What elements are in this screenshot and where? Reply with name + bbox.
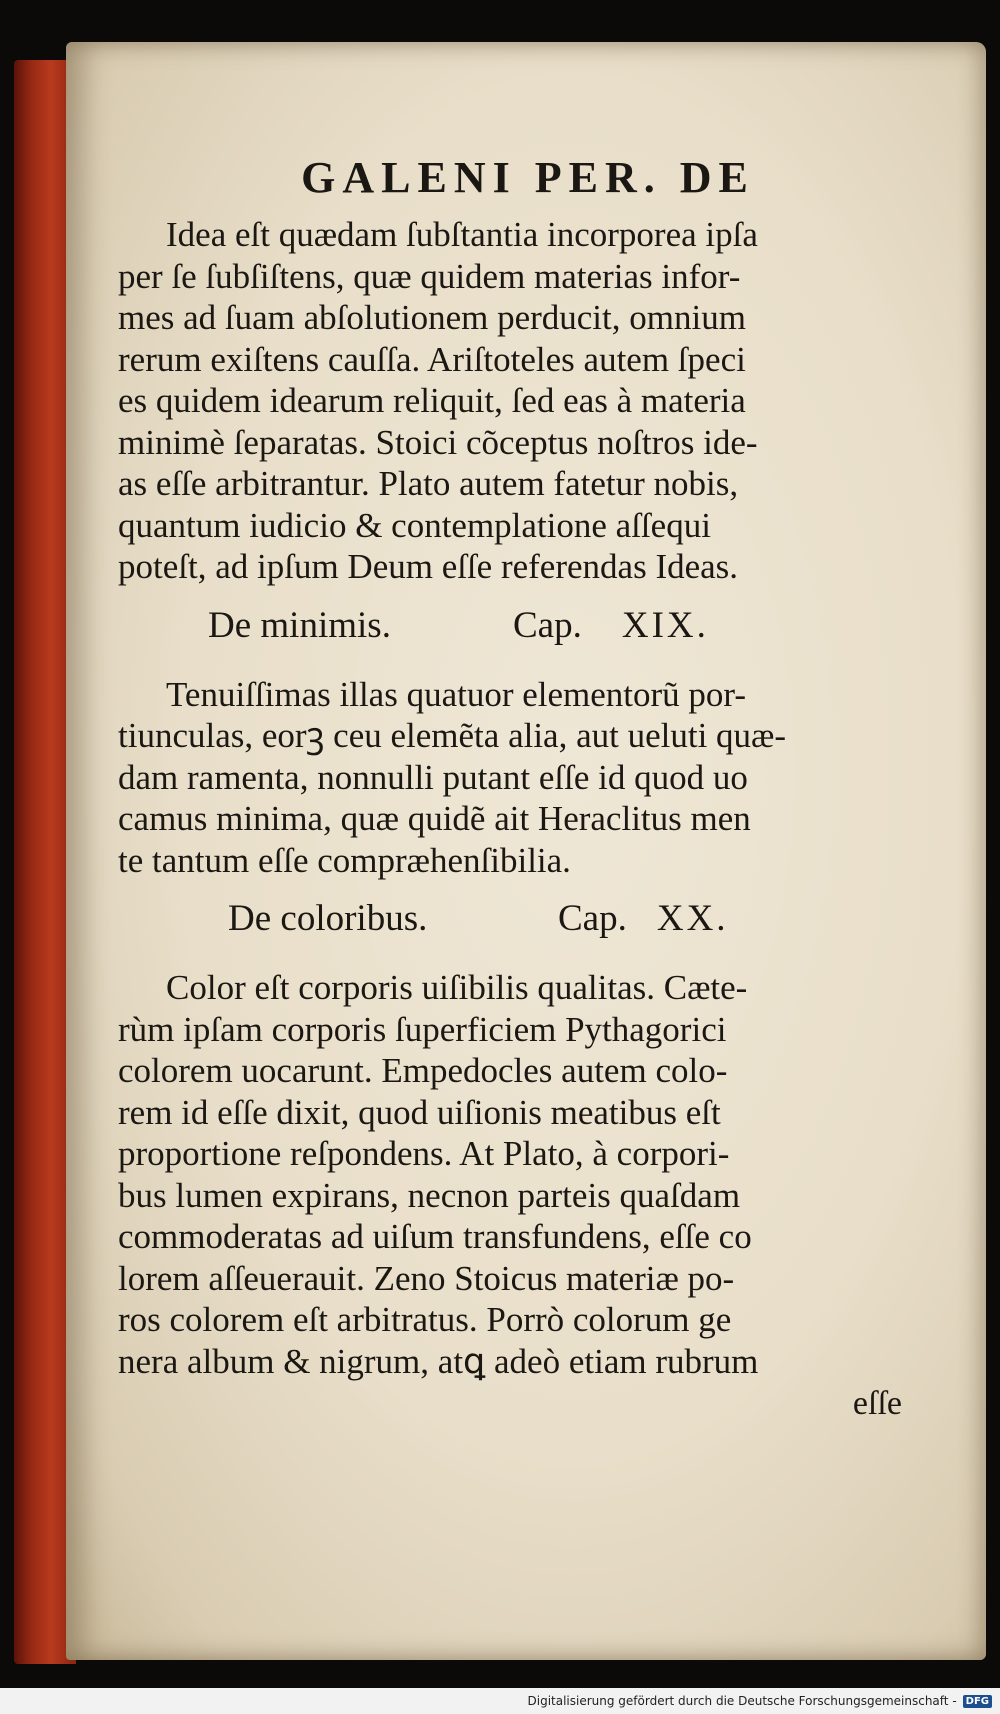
- paragraph-minimis: [118, 674, 938, 882]
- text-line: ros colorem eſt arbitratus. Porrò colorum ge: [118, 1300, 732, 1339]
- text-line: lorem aſſeuerauit. Zeno Stoicus materiæ po-: [118, 1258, 735, 1298]
- text-line: nera album & nigrum, atꝗ adeò etiam rubrum: [118, 1341, 759, 1381]
- chapter-heading-xx: [118, 897, 938, 941]
- chapter-number: XIX.: [621, 604, 709, 646]
- text-line: colorem uocarunt. Empedocles autem colo-: [118, 1051, 728, 1090]
- text-line: Tenuiſſimas illas quatuor elementorũ por-: [166, 674, 747, 714]
- running-head: GALENI PER. DE: [301, 153, 755, 202]
- text-line: rem id eſſe dixit, quod uiſionis meatibus eſt: [118, 1092, 721, 1132]
- chapter-cap-label: Cap.: [558, 898, 627, 939]
- text-line: Idea eſt quædam ſubſtantia incorporea ipſa: [166, 215, 758, 254]
- text-line: rerum exiſtens cauſſa. Ariſtoteles autem ſpeci: [118, 339, 746, 379]
- text-line: es quidem idearum reliquit, ſed eas à materia: [118, 381, 746, 420]
- text-line: quantum iudicio & contemplatione aſſequi: [118, 505, 711, 545]
- text-line: mes ad ſuam abſolutionem perducit, omnium: [118, 298, 746, 337]
- catchword: eſſe: [852, 1385, 902, 1422]
- chapter-heading-xix: [118, 604, 938, 648]
- text-line: rùm ipſam corporis ſuperficiem Pythagorici: [118, 1009, 727, 1049]
- text-line: te tantum eſſe compræhenſibilia.: [118, 840, 571, 880]
- text-line: bus lumen expirans, necnon parteis quaſdam: [118, 1175, 741, 1215]
- text-line: minimè ſeparatas. Stoici cõceptus noſtros ide-: [118, 422, 758, 462]
- text-line: camus minima, quæ quidẽ ait Heraclitus men: [118, 799, 751, 838]
- page-text: [118, 150, 938, 1424]
- text-line: commoderatas ad uiſum transfundens, eſſe co: [118, 1217, 752, 1256]
- chapter-title: De minimis.: [208, 604, 391, 646]
- text-line: per ſe ſubſiſtens, quæ quidem materias infor-: [118, 256, 741, 296]
- text-line: dam ramenta, nonnulli putant eſſe id quod uo: [118, 757, 748, 797]
- chapter-cap-label: Cap.: [513, 604, 582, 646]
- text-line: proportione reſpondens. At Plato, à corpori-: [118, 1134, 730, 1173]
- digitization-footer: [0, 1688, 1000, 1714]
- text-line: poteſt, ad ipſum Deum eſſe referendas Ideas.: [118, 547, 739, 586]
- footer-credit: Digitalisierung gefördert durch die Deutsche Forschungsgemeinschaft -: [527, 1694, 957, 1708]
- paragraph-idea: [118, 214, 938, 588]
- text-line: Color eſt corporis uiſibilis qualitas. Cæte-: [166, 968, 748, 1007]
- dfg-logo: DFG: [963, 1695, 992, 1708]
- text-line: as eſſe arbitrantur. Plato autem fatetur nobis,: [118, 464, 739, 503]
- chapter-number: XX.: [656, 898, 729, 939]
- paragraph-coloribus: [118, 967, 938, 1382]
- chapter-title: De coloribus.: [228, 898, 428, 939]
- text-line: tiunculas, eorꝫ ceu elemẽta alia, aut ueluti quæ-: [118, 716, 787, 755]
